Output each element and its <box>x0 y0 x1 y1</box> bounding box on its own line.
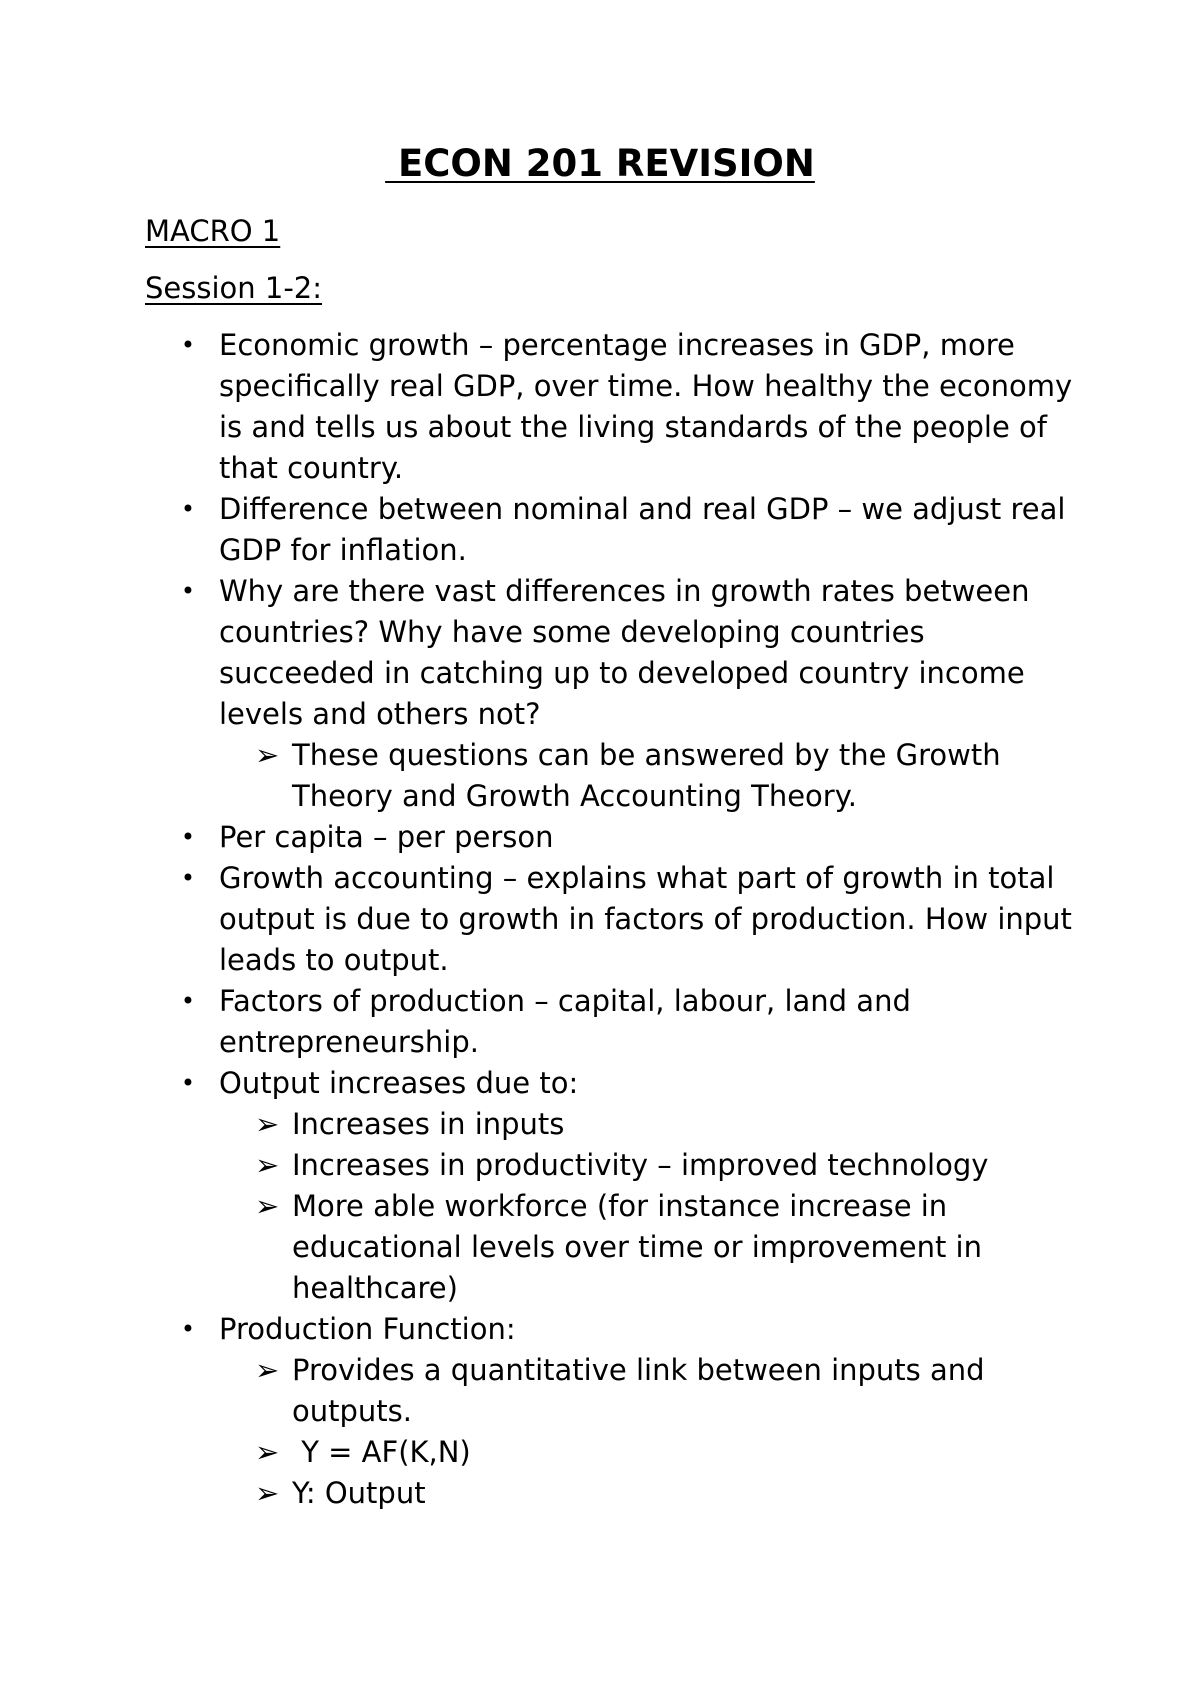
sub-bullet-item <box>0 1473 1072 1514</box>
bullet-dot-icon: • <box>180 864 196 892</box>
sub-bullet-item <box>0 1186 1072 1309</box>
notes-list <box>0 325 1200 1514</box>
document-title: ECON 201 REVISION <box>385 142 815 185</box>
bullet-item <box>0 817 1079 858</box>
arrow-bullet-icon: ➢ <box>255 1435 280 1469</box>
bullet-item <box>0 858 1079 981</box>
bullet-dot-icon: • <box>180 1315 196 1343</box>
arrow-bullet-icon: ➢ <box>255 1353 280 1387</box>
arrow-bullet-icon: ➢ <box>255 1107 280 1141</box>
bullet-dot-icon: • <box>180 987 196 1015</box>
arrow-bullet-icon: ➢ <box>255 738 280 772</box>
sub-bullet-text: Y: Output <box>292 1476 426 1510</box>
bullet-text: Factors of production – capital, labour, land and entrepreneurship. <box>219 984 911 1059</box>
bullet-dot-icon: • <box>180 823 196 851</box>
section-heading: MACRO 1 <box>145 214 281 248</box>
sub-bullet-text: Provides a quantitative link between inputs and outputs. <box>292 1353 994 1428</box>
sub-bullet-item <box>0 1104 1072 1145</box>
bullet-dot-icon: • <box>180 577 196 605</box>
bullet-text: Growth accounting – explains what part of growth in total output is due to growth in factors of production. How input leads to output. <box>219 861 1072 977</box>
bullet-item <box>0 1309 1079 1350</box>
bullet-item <box>0 1063 1079 1104</box>
session-heading: Session 1-2: <box>145 271 323 305</box>
sub-bullet-text: These questions can be answered by the Growth Theory and Growth Accounting Theory. <box>292 738 1010 813</box>
bullet-item <box>0 571 1079 735</box>
bullet-text: Economic growth – percentage increases in GDP, more specifically real GDP, over time. How healthy the economy is and tells us about the living standards of the people of that country. <box>219 328 1073 485</box>
bullet-text: Per capita – per person <box>219 820 554 854</box>
sub-bullet-item <box>0 735 1072 817</box>
bullet-dot-icon: • <box>180 1069 196 1097</box>
bullet-text: Why are there vast differences in growth rates between countries? Why have some developing countries succeeded in catching up to developed country income levels and others not? <box>219 574 1030 731</box>
bullet-item <box>0 981 1079 1063</box>
bullet-text: Production Function: <box>219 1312 516 1346</box>
bullet-dot-icon: • <box>180 331 196 359</box>
sub-bullet-item <box>0 1432 1072 1473</box>
arrow-bullet-icon: ➢ <box>255 1476 280 1510</box>
bullet-item <box>0 325 1079 489</box>
bullet-dot-icon: • <box>180 495 196 523</box>
sub-bullet-text: Increases in inputs <box>292 1107 565 1141</box>
bullet-text: Output increases due to: <box>219 1066 579 1100</box>
bullet-text: Difference between nominal and real GDP – we adjust real GDP for inflation. <box>219 492 1066 567</box>
sub-bullet-text: Y = AF(K,N) <box>292 1435 471 1469</box>
arrow-bullet-icon: ➢ <box>255 1148 280 1182</box>
sub-bullet-item <box>0 1145 1072 1186</box>
sub-bullet-text: More able workforce (for instance increase in educational levels over time or improvement in healthcare) <box>292 1189 992 1305</box>
arrow-bullet-icon: ➢ <box>255 1189 280 1223</box>
bullet-item <box>0 489 1079 571</box>
sub-bullet-item <box>0 1350 1072 1432</box>
sub-bullet-text: Increases in productivity – improved technology <box>292 1148 989 1182</box>
